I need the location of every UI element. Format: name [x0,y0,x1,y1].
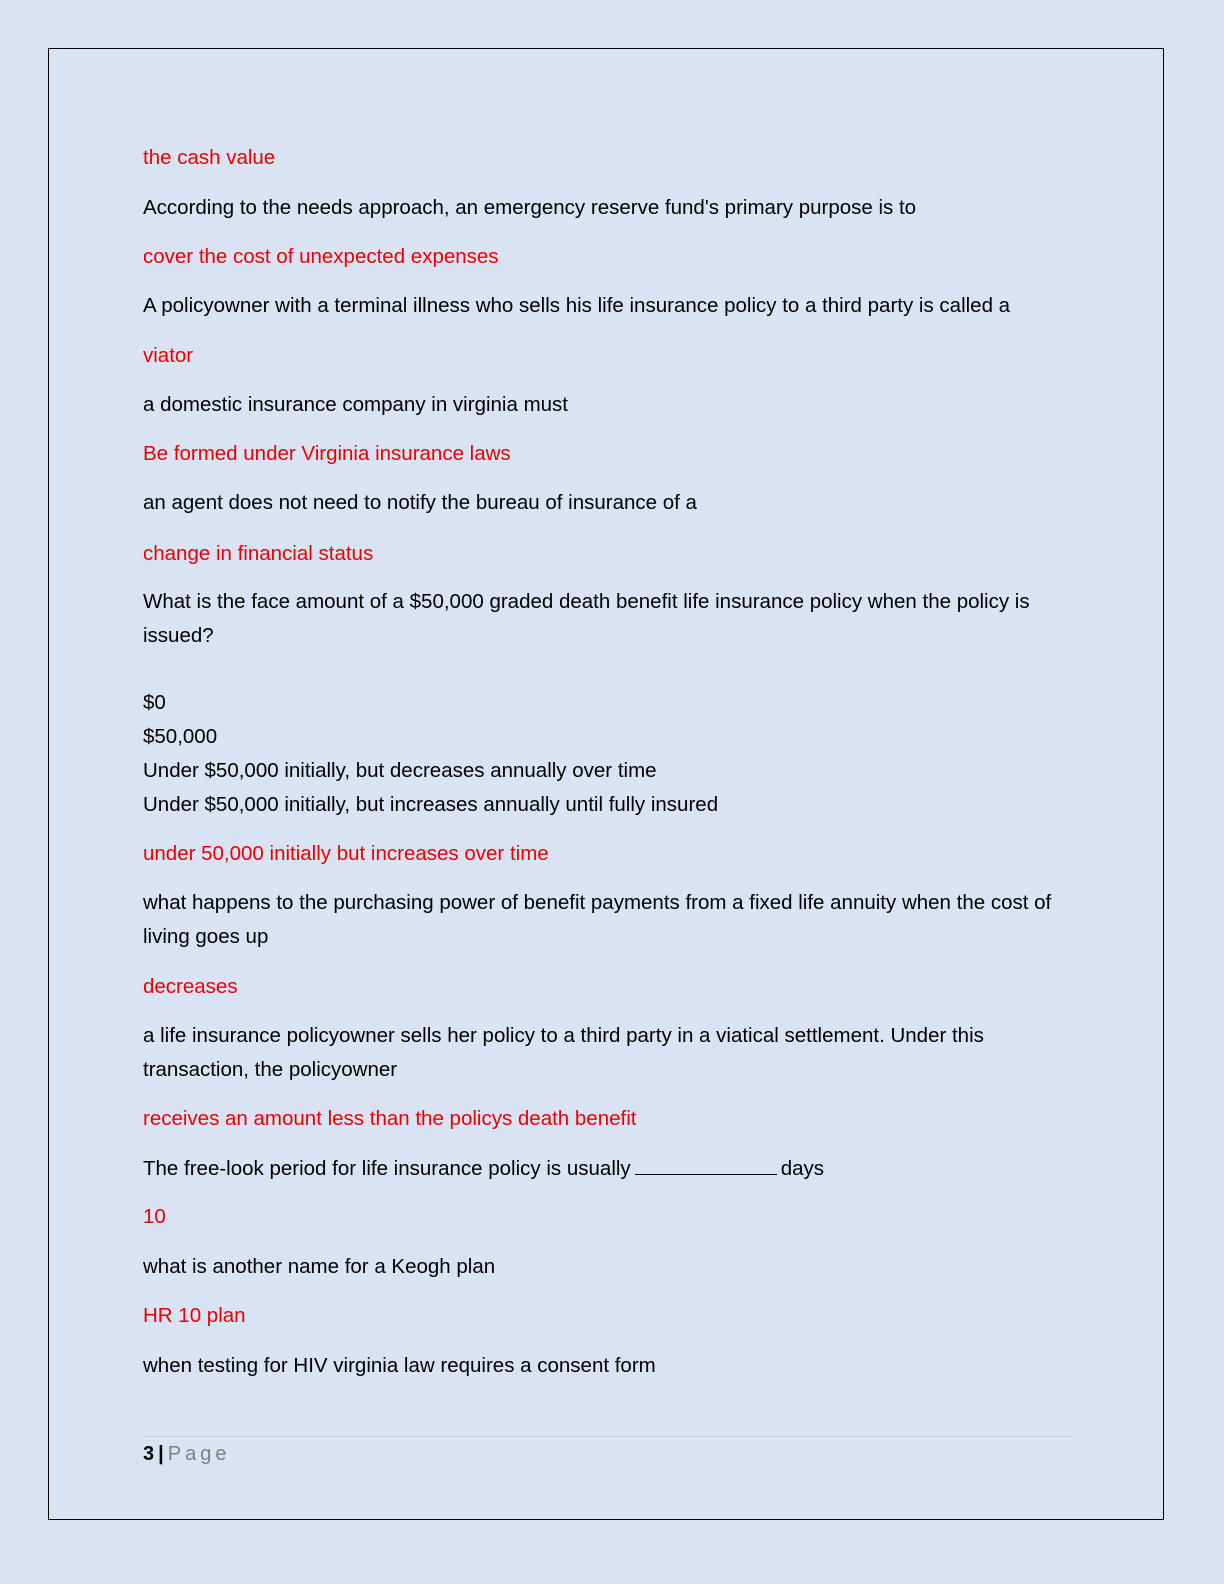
answer-text: HR 10 plan [143,1304,246,1327]
question-text: A policyowner with a terminal illness who sells his life insurance policy to a third party is called a [143,294,1011,317]
answer-text: change in financial status [143,542,374,565]
page-footer [143,1442,230,1466]
question-text: what happens to the purchasing power of benefit payments from a fixed life annuity when the cost of living goes up [143,891,1052,948]
question-tail-text: days [780,1157,824,1180]
answer-text: under 50,000 initially but increases over time [143,842,549,865]
page-number: 3 [143,1443,155,1465]
question-text: what is another name for a Keogh plan [143,1255,496,1278]
question-text: an agent does not need to notify the bureau of insurance of a [143,491,697,514]
option-text: Under $50,000 initially, but increases annually until fully insured [143,793,719,816]
answer-text: the cash value [143,146,276,169]
answer-text: cover the cost of unexpected expenses [143,245,499,268]
answer-text: viator [143,344,194,367]
fill-in-question [143,1156,824,1181]
option-text: $50,000 [143,725,218,748]
question-text: a life insurance policyowner sells her policy to a third party in a viatical settlement. Under this transaction, the policyowner [143,1024,984,1081]
question-text: The free-look period for life insurance policy is usually [143,1157,631,1180]
answer-text: 10 [143,1205,166,1228]
page-label: Page [167,1443,231,1465]
question-text: a domestic insurance company in virginia must [143,393,568,416]
answer-text: Be formed under Virginia insurance laws [143,442,511,465]
answer-text: receives an amount less than the policys death benefit [143,1107,637,1130]
footer-divider [143,1436,1075,1437]
question-text: What is the face amount of a $50,000 graded death benefit life insurance policy when the policy is issued? [143,590,1030,647]
option-text: $0 [143,691,166,714]
footer-separator: | [158,1443,164,1465]
question-text: when testing for HIV virginia law requires a consent form [143,1354,656,1377]
answer-text: decreases [143,975,238,998]
option-text: Under $50,000 initially, but decreases annually over time [143,759,657,782]
question-text: According to the needs approach, an emergency reserve fund's primary purpose is to [143,196,917,219]
fill-in-blank [635,1156,777,1175]
